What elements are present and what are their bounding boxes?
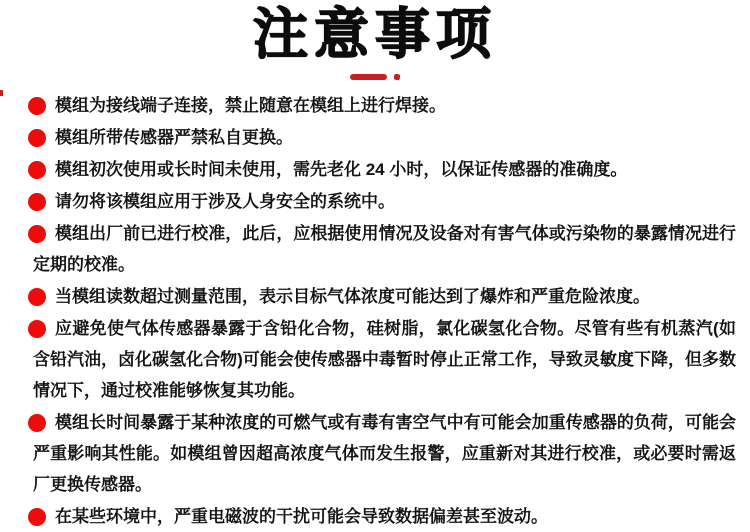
list-item-text: 当模组读数超过测量范围，表示目标气体浓度可能达到了爆炸和严重危险浓度。 xyxy=(55,287,650,306)
underline-dash-icon xyxy=(350,74,387,80)
bullet-icon xyxy=(28,193,46,211)
bullet-icon xyxy=(28,414,46,432)
list-item-text: 模组为接线端子连接，禁止随意在模组上进行焊接。 xyxy=(55,96,446,115)
list-item xyxy=(33,90,736,121)
title-underline xyxy=(0,73,750,80)
page-header xyxy=(0,0,750,80)
page-title: 注意事项 xyxy=(252,3,497,65)
bullet-icon xyxy=(28,320,46,338)
list-item xyxy=(33,154,736,185)
list-item xyxy=(33,281,736,312)
list-item-text: 在某些环境中，严重电磁波的干扰可能会导致数据偏差甚至波动。 xyxy=(55,507,548,526)
list-item-text: 模组长时间暴露于某种浓度的可燃气或有毒有害空气中有可能会加重传感器的负荷，可能会严重影响其性能。如模组曾因超高浓度气体而发生报警，应重新对其进行校准，或必要时需返厂更换传感器。 xyxy=(33,413,736,494)
bullet-icon xyxy=(28,129,46,147)
bullet-icon xyxy=(28,97,46,115)
list-item-text: 模组初次使用或长时间未使用，需先老化 24 小时，以保证传感器的准确度。 xyxy=(55,160,628,179)
list-item xyxy=(33,186,736,217)
list-item xyxy=(33,501,736,532)
left-edge-red-mark xyxy=(0,90,3,96)
bullet-icon xyxy=(28,508,46,526)
bullet-icon xyxy=(28,288,46,306)
list-item-text: 模组出厂前已进行校准，此后，应根据使用情况及设备对有害气体或污染物的暴露情况进行定期的校准。 xyxy=(33,224,736,274)
underline-dot-icon xyxy=(394,73,401,80)
bullet-icon xyxy=(28,161,46,179)
list-item xyxy=(33,313,736,406)
list-item-text: 模组所带传感器严禁私自更换。 xyxy=(55,128,293,147)
list-item-text: 应避免使气体传感器暴露于含铅化合物，硅树脂，氯化碳氢化合物。尽管有些有机蒸汽(如含铅汽油，卤化碳氢化合物)可能会使传感器中毒暂时停止正常工作，导致灵敏度下降，但多数情况下，通过校准能够恢复其功能。 xyxy=(33,319,736,400)
list-item xyxy=(33,218,736,280)
precaution-list xyxy=(0,90,750,532)
bullet-icon xyxy=(28,225,46,243)
list-item xyxy=(33,122,736,153)
list-item-text: 请勿将该模组应用于涉及人身安全的系统中。 xyxy=(55,192,395,211)
list-item xyxy=(33,407,736,500)
